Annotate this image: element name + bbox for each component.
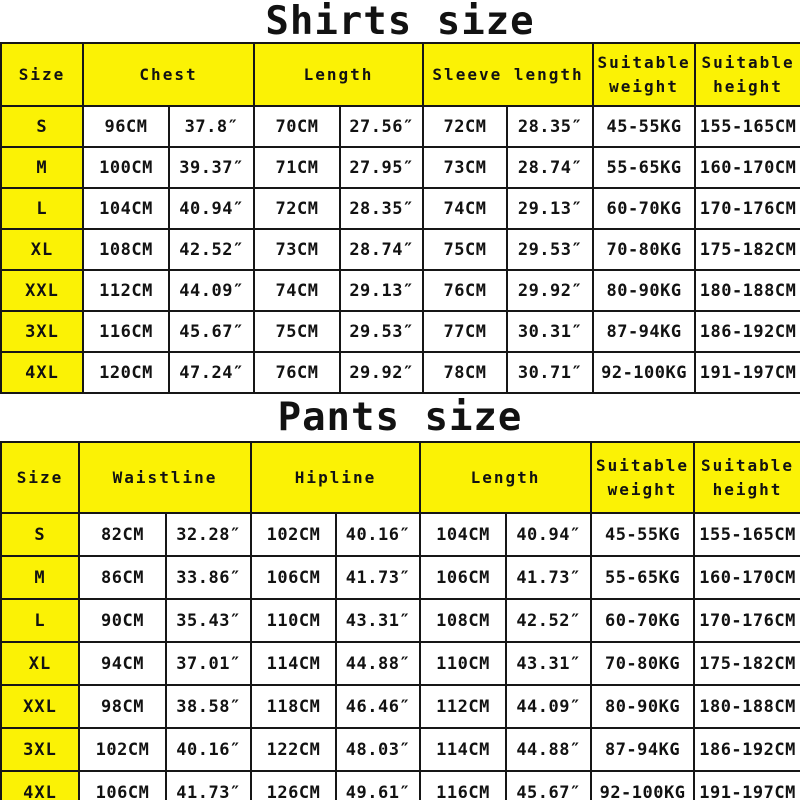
table-row bbox=[1, 556, 800, 599]
value-cell: 77CM bbox=[423, 311, 507, 352]
value-cell: 76CM bbox=[423, 270, 507, 311]
value-cell: 87-94KG bbox=[593, 311, 695, 352]
size-cell: 4XL bbox=[1, 771, 79, 800]
value-cell: 27.56″ bbox=[340, 106, 423, 147]
shirts-size-title: Shirts size bbox=[265, 0, 535, 44]
value-cell: 45-55KG bbox=[591, 513, 694, 556]
value-cell: 73CM bbox=[423, 147, 507, 188]
shirts-table-body bbox=[1, 106, 800, 393]
table-row bbox=[1, 685, 800, 728]
size-cell: M bbox=[1, 556, 79, 599]
value-cell: 106CM bbox=[420, 556, 506, 599]
value-cell: 98CM bbox=[79, 685, 166, 728]
size-cell: L bbox=[1, 188, 83, 229]
value-cell: 186-192CM bbox=[694, 728, 800, 771]
value-cell: 186-192CM bbox=[695, 311, 800, 352]
value-cell: 41.73″ bbox=[166, 771, 251, 800]
value-cell: 110CM bbox=[420, 642, 506, 685]
column-header-suitable-height: Suitable height bbox=[695, 43, 800, 106]
value-cell: 40.16″ bbox=[336, 513, 420, 556]
shirts-size-table bbox=[0, 42, 800, 394]
value-cell: 92-100KG bbox=[591, 771, 694, 800]
value-cell: 29.13″ bbox=[340, 270, 423, 311]
value-cell: 76CM bbox=[254, 352, 340, 393]
value-cell: 43.31″ bbox=[506, 642, 591, 685]
value-cell: 170-176CM bbox=[694, 599, 800, 642]
table-row bbox=[1, 106, 800, 147]
value-cell: 116CM bbox=[420, 771, 506, 800]
header-row bbox=[1, 43, 800, 106]
table-row bbox=[1, 599, 800, 642]
value-cell: 96CM bbox=[83, 106, 169, 147]
value-cell: 37.8″ bbox=[169, 106, 254, 147]
value-cell: 46.46″ bbox=[336, 685, 420, 728]
column-header-suitable-weight: Suitable weight bbox=[593, 43, 695, 106]
value-cell: 32.28″ bbox=[166, 513, 251, 556]
value-cell: 29.53″ bbox=[340, 311, 423, 352]
value-cell: 191-197CM bbox=[695, 352, 800, 393]
column-header-size: Size bbox=[1, 442, 79, 513]
value-cell: 82CM bbox=[79, 513, 166, 556]
pants-size-title: Pants size bbox=[277, 395, 523, 440]
value-cell: 60-70KG bbox=[591, 599, 694, 642]
size-cell: 3XL bbox=[1, 311, 83, 352]
value-cell: 71CM bbox=[254, 147, 340, 188]
value-cell: 92-100KG bbox=[593, 352, 695, 393]
value-cell: 44.88″ bbox=[506, 728, 591, 771]
table-row bbox=[1, 728, 800, 771]
value-cell: 90CM bbox=[79, 599, 166, 642]
value-cell: 86CM bbox=[79, 556, 166, 599]
value-cell: 191-197CM bbox=[694, 771, 800, 800]
value-cell: 28.35″ bbox=[340, 188, 423, 229]
table-row bbox=[1, 352, 800, 393]
size-cell: 4XL bbox=[1, 352, 83, 393]
value-cell: 39.37″ bbox=[169, 147, 254, 188]
value-cell: 155-165CM bbox=[695, 106, 800, 147]
value-cell: 47.24″ bbox=[169, 352, 254, 393]
value-cell: 112CM bbox=[83, 270, 169, 311]
value-cell: 114CM bbox=[420, 728, 506, 771]
column-header-sleeve-length: Sleeve length bbox=[423, 43, 593, 106]
size-cell: XXL bbox=[1, 270, 83, 311]
value-cell: 170-176CM bbox=[695, 188, 800, 229]
size-cell: XXL bbox=[1, 685, 79, 728]
value-cell: 41.73″ bbox=[506, 556, 591, 599]
value-cell: 104CM bbox=[83, 188, 169, 229]
value-cell: 30.31″ bbox=[507, 311, 593, 352]
value-cell: 29.13″ bbox=[507, 188, 593, 229]
value-cell: 44.09″ bbox=[169, 270, 254, 311]
value-cell: 175-182CM bbox=[695, 229, 800, 270]
value-cell: 110CM bbox=[251, 599, 336, 642]
value-cell: 40.94″ bbox=[169, 188, 254, 229]
value-cell: 75CM bbox=[254, 311, 340, 352]
value-cell: 102CM bbox=[79, 728, 166, 771]
value-cell: 45.67″ bbox=[506, 771, 591, 800]
value-cell: 43.31″ bbox=[336, 599, 420, 642]
value-cell: 42.52″ bbox=[169, 229, 254, 270]
value-cell: 74CM bbox=[254, 270, 340, 311]
value-cell: 108CM bbox=[83, 229, 169, 270]
value-cell: 45.67″ bbox=[169, 311, 254, 352]
value-cell: 73CM bbox=[254, 229, 340, 270]
value-cell: 40.16″ bbox=[166, 728, 251, 771]
column-header-length: Length bbox=[420, 442, 591, 513]
value-cell: 55-65KG bbox=[591, 556, 694, 599]
value-cell: 28.74″ bbox=[340, 229, 423, 270]
value-cell: 160-170CM bbox=[695, 147, 800, 188]
table-row bbox=[1, 513, 800, 556]
value-cell: 122CM bbox=[251, 728, 336, 771]
value-cell: 48.03″ bbox=[336, 728, 420, 771]
value-cell: 78CM bbox=[423, 352, 507, 393]
value-cell: 49.61″ bbox=[336, 771, 420, 800]
value-cell: 55-65KG bbox=[593, 147, 695, 188]
column-header-suitable-weight: Suitable weight bbox=[591, 442, 694, 513]
table-row bbox=[1, 229, 800, 270]
column-header-size: Size bbox=[1, 43, 83, 106]
value-cell: 29.92″ bbox=[340, 352, 423, 393]
pants-table-body bbox=[1, 513, 800, 800]
size-cell: S bbox=[1, 106, 83, 147]
value-cell: 41.73″ bbox=[336, 556, 420, 599]
size-cell: XL bbox=[1, 229, 83, 270]
table-row bbox=[1, 147, 800, 188]
size-cell: S bbox=[1, 513, 79, 556]
value-cell: 70-80KG bbox=[591, 642, 694, 685]
value-cell: 72CM bbox=[254, 188, 340, 229]
table-row bbox=[1, 188, 800, 229]
column-header-suitable-height: Suitable height bbox=[694, 442, 800, 513]
value-cell: 72CM bbox=[423, 106, 507, 147]
size-cell: M bbox=[1, 147, 83, 188]
column-header-chest: Chest bbox=[83, 43, 254, 106]
value-cell: 106CM bbox=[251, 556, 336, 599]
value-cell: 70CM bbox=[254, 106, 340, 147]
value-cell: 38.58″ bbox=[166, 685, 251, 728]
value-cell: 33.86″ bbox=[166, 556, 251, 599]
value-cell: 160-170CM bbox=[694, 556, 800, 599]
value-cell: 42.52″ bbox=[506, 599, 591, 642]
value-cell: 40.94″ bbox=[506, 513, 591, 556]
size-cell: XL bbox=[1, 642, 79, 685]
pants-size-table bbox=[0, 441, 800, 800]
value-cell: 44.88″ bbox=[336, 642, 420, 685]
value-cell: 180-188CM bbox=[695, 270, 800, 311]
value-cell: 120CM bbox=[83, 352, 169, 393]
value-cell: 27.95″ bbox=[340, 147, 423, 188]
value-cell: 74CM bbox=[423, 188, 507, 229]
value-cell: 44.09″ bbox=[506, 685, 591, 728]
value-cell: 80-90KG bbox=[591, 685, 694, 728]
value-cell: 175-182CM bbox=[694, 642, 800, 685]
table-row bbox=[1, 642, 800, 685]
value-cell: 45-55KG bbox=[593, 106, 695, 147]
table-row bbox=[1, 311, 800, 352]
value-cell: 28.35″ bbox=[507, 106, 593, 147]
value-cell: 102CM bbox=[251, 513, 336, 556]
table-row bbox=[1, 270, 800, 311]
value-cell: 94CM bbox=[79, 642, 166, 685]
value-cell: 108CM bbox=[420, 599, 506, 642]
column-header-length: Length bbox=[254, 43, 423, 106]
value-cell: 116CM bbox=[83, 311, 169, 352]
size-cell: 3XL bbox=[1, 728, 79, 771]
header-row bbox=[1, 442, 800, 513]
value-cell: 114CM bbox=[251, 642, 336, 685]
column-header-waistline: Waistline bbox=[79, 442, 251, 513]
value-cell: 126CM bbox=[251, 771, 336, 800]
value-cell: 155-165CM bbox=[694, 513, 800, 556]
value-cell: 100CM bbox=[83, 147, 169, 188]
value-cell: 30.71″ bbox=[507, 352, 593, 393]
value-cell: 29.92″ bbox=[507, 270, 593, 311]
value-cell: 37.01″ bbox=[166, 642, 251, 685]
column-header-hipline: Hipline bbox=[251, 442, 420, 513]
value-cell: 75CM bbox=[423, 229, 507, 270]
value-cell: 104CM bbox=[420, 513, 506, 556]
size-cell: L bbox=[1, 599, 79, 642]
value-cell: 28.74″ bbox=[507, 147, 593, 188]
value-cell: 70-80KG bbox=[593, 229, 695, 270]
value-cell: 180-188CM bbox=[694, 685, 800, 728]
shirts-table-header bbox=[1, 43, 800, 106]
value-cell: 35.43″ bbox=[166, 599, 251, 642]
value-cell: 112CM bbox=[420, 685, 506, 728]
value-cell: 106CM bbox=[79, 771, 166, 800]
value-cell: 87-94KG bbox=[591, 728, 694, 771]
value-cell: 29.53″ bbox=[507, 229, 593, 270]
value-cell: 118CM bbox=[251, 685, 336, 728]
table-row bbox=[1, 771, 800, 800]
pants-table-header bbox=[1, 442, 800, 513]
value-cell: 80-90KG bbox=[593, 270, 695, 311]
value-cell: 60-70KG bbox=[593, 188, 695, 229]
